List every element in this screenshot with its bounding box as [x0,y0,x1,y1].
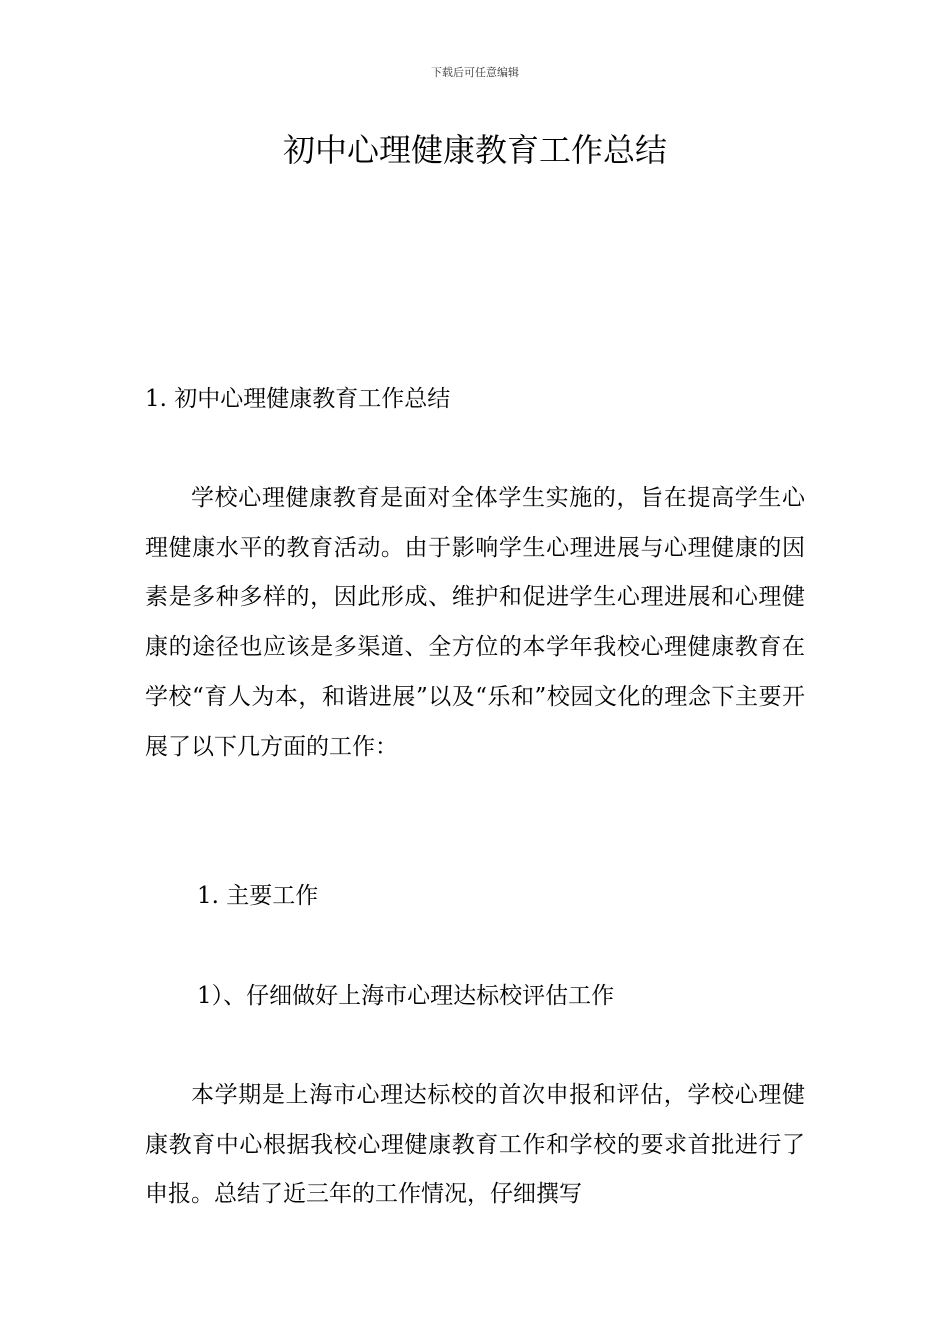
document-title: 初中心理健康教育工作总结 [282,131,667,169]
section-heading: 1. 初中心理健康教育工作总结 [145,386,451,412]
subheading-evaluation: 1）、仔细做好上海市心理达标校评估工作 [197,983,615,1009]
subheading-main-work: 1. 主要工作 [197,883,319,909]
header-note: 下载后可任意编辑 [431,66,519,79]
intro-paragraph: 学校心理健康教育是面对全体学生实施的，旨在提高学生心理健康水平的教育活动。由于影响学生心理进展与心理健康的因素是多种多样的，因此形成、维护和促进学生心理进展和心理健康的途径也应该是多渠道、全方位的本学年我校心理健康教育在学校“育人为本，和谐进展”以及“乐和”校园文化的理念下主要开展了以下几方面的工作： [145,485,805,760]
body-paragraph: 本学期是上海市心理达标校的首次申报和评估，学校心理健康教育中心根据我校心理健康教育工作和学校的要求首批进行了申报。总结了近三年的工作情况，仔细撰写 [145,1082,805,1208]
